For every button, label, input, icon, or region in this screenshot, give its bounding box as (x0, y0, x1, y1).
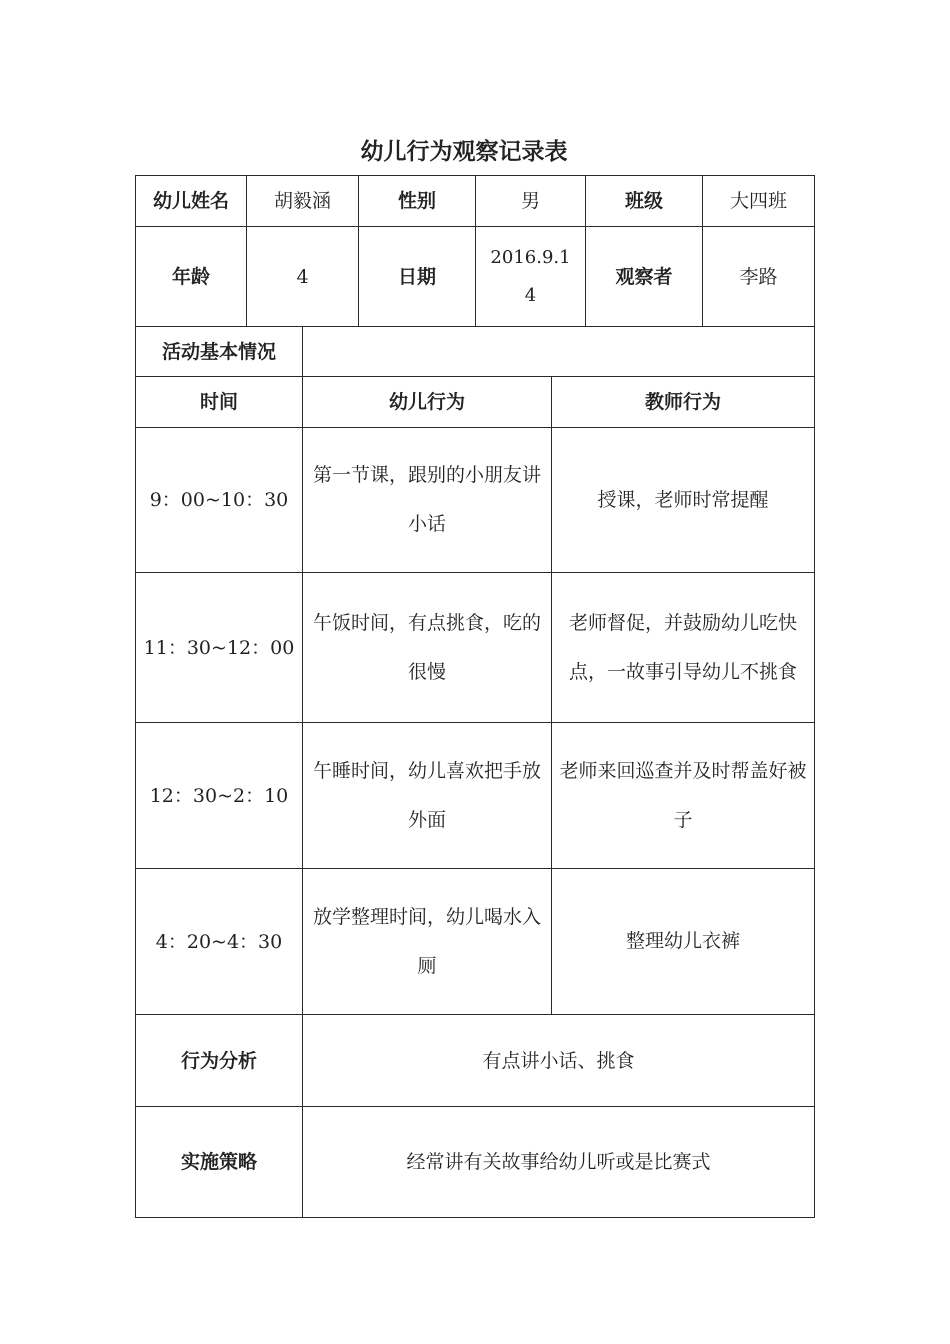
activity-value (302, 326, 815, 377)
column-header-teacher-behavior: 教师行为 (551, 376, 815, 428)
analysis-value: 有点讲小话、挑食 (302, 1014, 815, 1107)
table-row-teacher-behavior: 老师督促，并鼓励幼儿吃快点，一故事引导幼儿不挑食 (551, 572, 815, 723)
strategy-label: 实施策略 (135, 1106, 303, 1218)
activity-label: 活动基本情况 (135, 326, 303, 377)
table-row-child-behavior: 午睡时间，幼儿喜欢把手放外面 (302, 722, 552, 869)
table-row-teacher-behavior: 授课，老师时常提醒 (551, 427, 815, 573)
date-label: 日期 (358, 226, 476, 327)
table-row-time: 11：30~12：00 (135, 572, 303, 723)
table-row-time: 9：00~10：30 (135, 427, 303, 573)
name-value: 胡毅涵 (246, 175, 359, 227)
observer-label: 观察者 (585, 226, 703, 327)
table-row-child-behavior: 第一节课，跟别的小朋友讲小话 (302, 427, 552, 573)
class-value: 大四班 (702, 175, 815, 227)
observer-value: 李路 (702, 226, 815, 327)
table-row-teacher-behavior: 老师来回巡查并及时帮盖好被子 (551, 722, 815, 869)
column-header-time: 时间 (135, 376, 303, 428)
date-value: 2016.9.14 (475, 226, 586, 327)
strategy-value: 经常讲有关故事给幼儿听或是比赛式 (302, 1106, 815, 1218)
name-label: 幼儿姓名 (135, 175, 247, 227)
table-row-time: 12：30~2：10 (135, 722, 303, 869)
gender-label: 性别 (358, 175, 476, 227)
age-label: 年龄 (135, 226, 247, 327)
table-row-time: 4：20~4：30 (135, 868, 303, 1015)
gender-value: 男 (475, 175, 586, 227)
analysis-label: 行为分析 (135, 1014, 303, 1107)
column-header-child-behavior: 幼儿行为 (302, 376, 552, 428)
age-value: 4 (246, 226, 359, 327)
table-row-teacher-behavior: 整理幼儿衣裤 (551, 868, 815, 1015)
table-row-child-behavior: 放学整理时间，幼儿喝水入厕 (302, 868, 552, 1015)
class-label: 班级 (585, 175, 703, 227)
page-title: 幼儿行为观察记录表 (360, 139, 568, 165)
table-row-child-behavior: 午饭时间，有点挑食，吃的很慢 (302, 572, 552, 723)
